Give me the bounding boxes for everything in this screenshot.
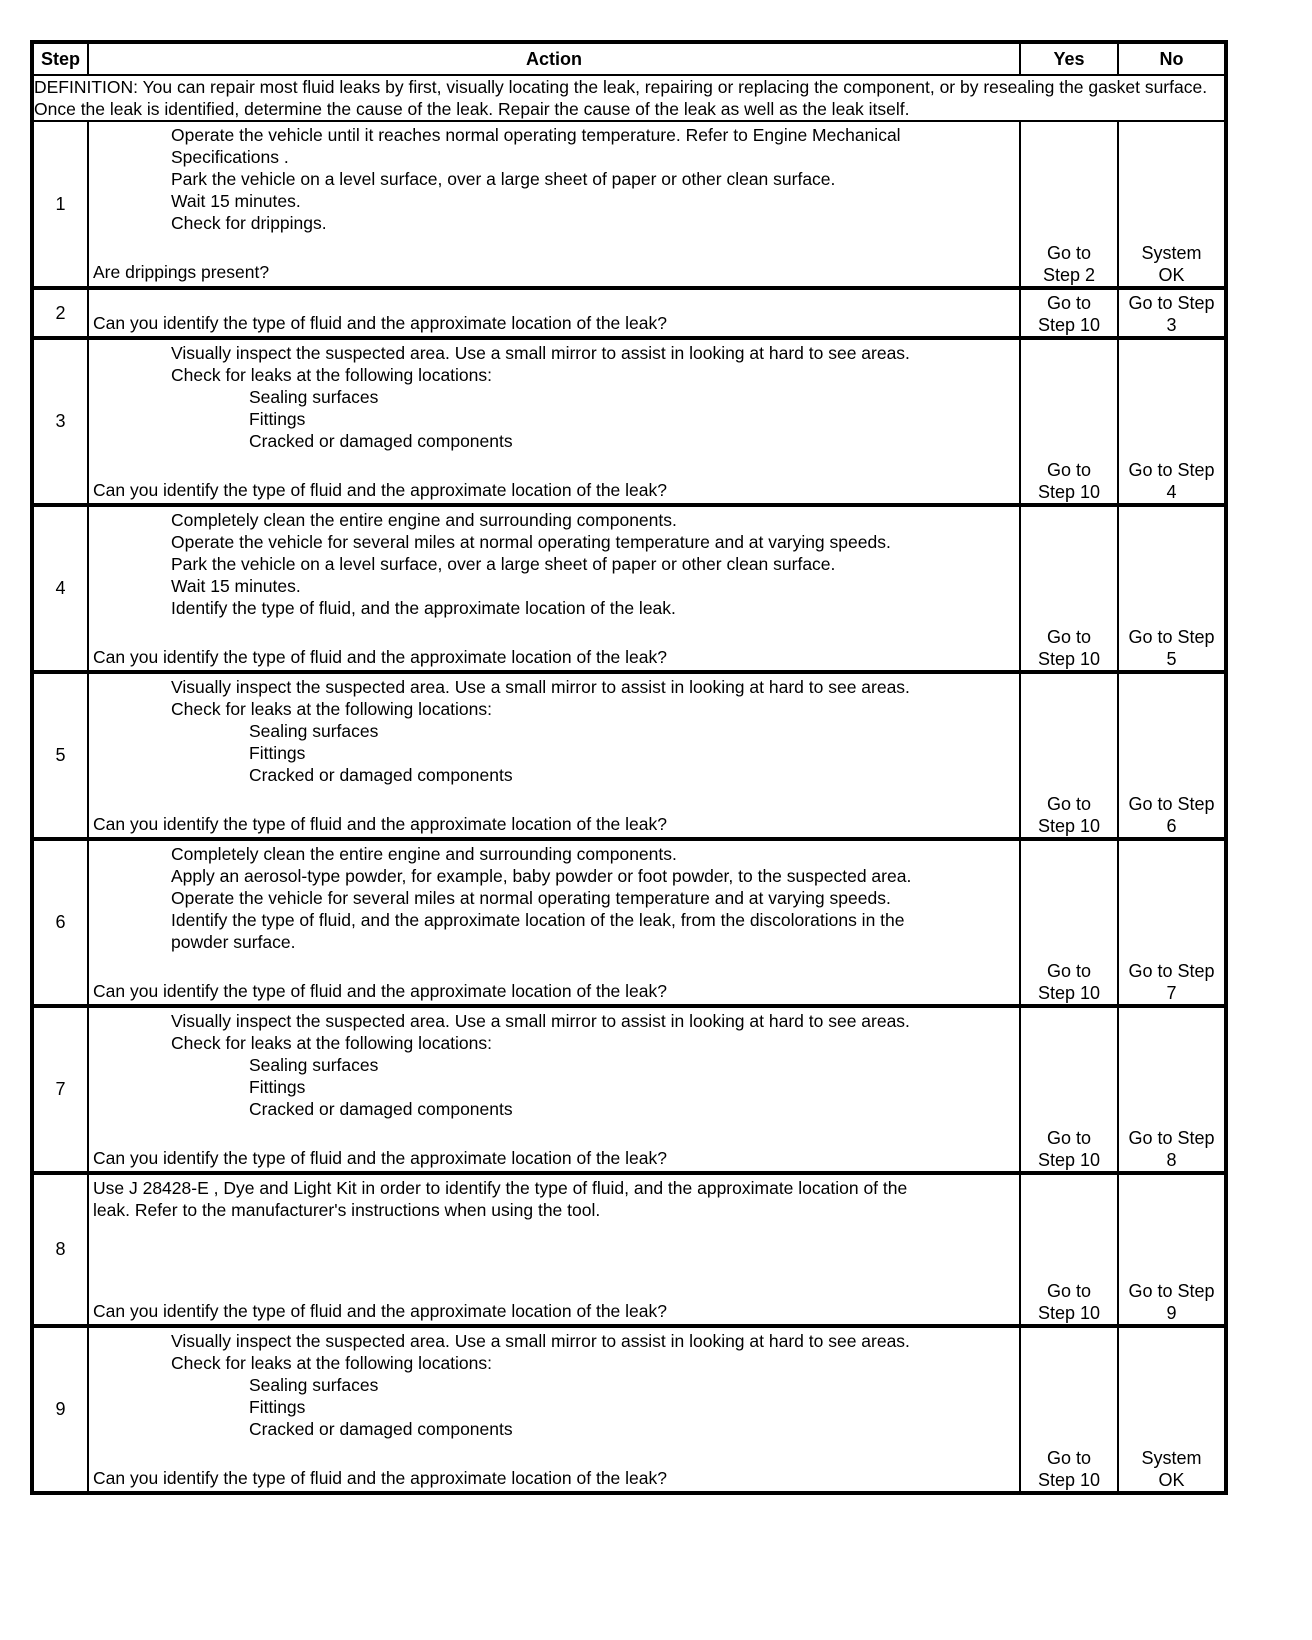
- action-content: [89, 507, 1019, 670]
- location-item: Sealing surfaces: [249, 387, 379, 407]
- step-question: Can you identify the type of fluid and the approximate location of the leak?: [93, 313, 667, 333]
- step-action: [88, 121, 1020, 288]
- step-number: 9: [32, 1326, 88, 1493]
- step-question: Can you identify the type of fluid and the approximate location of the leak?: [93, 647, 667, 667]
- action-line: Operate the vehicle for several miles at normal operating temperature and at varying speeds.: [171, 532, 891, 552]
- action-line: Check for leaks at the following locations:: [171, 1033, 492, 1053]
- step-row: [32, 1173, 1226, 1326]
- location-item: Sealing surfaces: [249, 721, 379, 741]
- action-line: Wait 15 minutes.: [171, 576, 301, 596]
- yes-line: Go to: [1046, 293, 1092, 313]
- action-line: Check for leaks at the following locations:: [171, 365, 492, 385]
- location-item: Cracked or damaged components: [249, 1419, 513, 1439]
- yes-result: [1020, 1326, 1118, 1493]
- no-line: Go to Step: [1128, 460, 1215, 480]
- step-action: [88, 839, 1020, 1006]
- yes-line: Step 10: [1037, 1303, 1101, 1323]
- yes-line: Go to: [1046, 794, 1092, 814]
- step-number: 1: [32, 121, 88, 288]
- action-content: [89, 340, 1019, 503]
- action-line: Park the vehicle on a level surface, over a large sheet of paper or other clean surface.: [171, 169, 836, 189]
- action-content: [89, 290, 1019, 336]
- yes-result: [1020, 1173, 1118, 1326]
- no-line: Go to Step: [1128, 1128, 1215, 1148]
- action-line: Park the vehicle on a level surface, over a large sheet of paper or other clean surface.: [171, 554, 836, 574]
- step-row: [32, 839, 1226, 1006]
- no-result: [1118, 505, 1226, 672]
- step-number: 2: [32, 288, 88, 338]
- action-line: Operate the vehicle for several miles at normal operating temperature and at varying speeds.: [171, 888, 891, 908]
- yes-result: [1020, 672, 1118, 839]
- yes-result: [1020, 1006, 1118, 1173]
- no-line: 6: [1166, 816, 1177, 836]
- header-no: No: [1118, 42, 1226, 75]
- step-row: [32, 338, 1226, 505]
- action-line: Identify the type of fluid, and the approximate location of the leak, from the discolorations in the: [171, 910, 905, 930]
- step-number: 6: [32, 839, 88, 1006]
- step-action: [88, 505, 1020, 672]
- header-action: Action: [88, 42, 1020, 75]
- location-item: Fittings: [249, 1397, 306, 1417]
- no-line: Go to Step: [1128, 293, 1215, 313]
- step-number: 3: [32, 338, 88, 505]
- no-result: [1118, 121, 1226, 288]
- no-line: 5: [1166, 649, 1177, 669]
- yes-line: Go to: [1046, 243, 1092, 263]
- no-result: [1118, 288, 1226, 338]
- action-line: Identify the type of fluid, and the approximate location of the leak.: [171, 598, 676, 618]
- yes-line: Go to: [1046, 460, 1092, 480]
- action-content: [89, 1328, 1019, 1491]
- location-item: Cracked or damaged components: [249, 431, 513, 451]
- action-line: Visually inspect the suspected area. Use a small mirror to assist in looking at hard to see areas.: [171, 1331, 910, 1351]
- action-content: [89, 1008, 1019, 1171]
- step-number: 4: [32, 505, 88, 672]
- action-instructions: [89, 674, 1019, 786]
- no-line: Go to Step: [1128, 961, 1215, 981]
- step-action: [88, 338, 1020, 505]
- yes-line: Step 10: [1037, 816, 1101, 836]
- action-line: Use J 28428-E , Dye and Light Kit in order to identify the type of fluid, and the approximate location of the: [93, 1178, 908, 1198]
- step-question: Can you identify the type of fluid and the approximate location of the leak?: [93, 480, 667, 500]
- yes-result: [1020, 338, 1118, 505]
- action-line: Operate the vehicle until it reaches normal operating temperature. Refer to Engine Mechanical: [171, 125, 901, 145]
- location-item: Cracked or damaged components: [249, 1099, 513, 1119]
- yes-line: Step 10: [1037, 983, 1101, 1003]
- step-row: [32, 288, 1226, 338]
- yes-line: Go to: [1046, 627, 1092, 647]
- no-line: 9: [1166, 1303, 1177, 1323]
- action-line: Check for drippings.: [171, 213, 327, 233]
- step-action: [88, 1326, 1020, 1493]
- action-line: powder surface.: [171, 932, 296, 952]
- step-action: [88, 1173, 1020, 1326]
- step-question: Can you identify the type of fluid and the approximate location of the leak?: [93, 981, 667, 1001]
- no-result: [1118, 338, 1226, 505]
- no-line: Go to Step: [1128, 1281, 1215, 1301]
- step-question: Can you identify the type of fluid and the approximate location of the leak?: [93, 814, 667, 834]
- action-line: Specifications .: [171, 147, 289, 167]
- definition-text: DEFINITION: You can repair most fluid leaks by first, visually locating the leak, repairing or replacing the component, or by resealing the gasket surface. Once the leak is identified, determine the cause of the leak. Repair the cause of the leak as well as the leak itself.: [32, 75, 1226, 121]
- no-result: [1118, 1173, 1226, 1326]
- location-item: Fittings: [249, 1077, 306, 1097]
- header-step: Step: [32, 42, 88, 75]
- yes-line: Step 10: [1037, 315, 1101, 335]
- action-line: Completely clean the entire engine and surrounding components.: [171, 510, 677, 530]
- no-result: [1118, 839, 1226, 1006]
- no-line: Go to Step: [1128, 627, 1215, 647]
- yes-line: Step 10: [1037, 482, 1101, 502]
- step-row: [32, 121, 1226, 288]
- action-line: Check for leaks at the following locations:: [171, 1353, 492, 1373]
- step-question: Are drippings present?: [93, 262, 270, 282]
- action-line: Visually inspect the suspected area. Use a small mirror to assist in looking at hard to see areas.: [171, 677, 910, 697]
- yes-line: Step 10: [1037, 1470, 1101, 1490]
- definition-row: [32, 75, 1226, 121]
- no-line: OK: [1158, 265, 1185, 285]
- step-row: [32, 1006, 1226, 1173]
- action-line: Check for leaks at the following locations:: [171, 699, 492, 719]
- location-item: Fittings: [249, 409, 306, 429]
- no-line: OK: [1158, 1470, 1185, 1490]
- step-action: [88, 672, 1020, 839]
- header-row: [32, 42, 1226, 75]
- no-line: 3: [1166, 315, 1177, 335]
- location-item: Sealing surfaces: [249, 1055, 379, 1075]
- yes-line: Step 10: [1037, 1150, 1101, 1170]
- action-line: Completely clean the entire engine and surrounding components.: [171, 844, 677, 864]
- yes-line: Step 10: [1037, 649, 1101, 669]
- action-instructions: [89, 1008, 1019, 1120]
- action-instructions: [89, 1328, 1019, 1440]
- no-line: 7: [1166, 983, 1177, 1003]
- action-instructions: [89, 1175, 1019, 1221]
- action-instructions: [89, 340, 1019, 452]
- no-line: Go to Step: [1128, 794, 1215, 814]
- step-action: [88, 288, 1020, 338]
- no-line: System: [1141, 1448, 1202, 1468]
- step-row: [32, 672, 1226, 839]
- no-line: 8: [1166, 1150, 1177, 1170]
- location-item: Sealing surfaces: [249, 1375, 379, 1395]
- action-line: Apply an aerosol-type powder, for example, baby powder or foot powder, to the suspected area.: [171, 866, 912, 886]
- step-number: 7: [32, 1006, 88, 1173]
- yes-result: [1020, 121, 1118, 288]
- header-yes: Yes: [1020, 42, 1118, 75]
- yes-result: [1020, 505, 1118, 672]
- step-number: 8: [32, 1173, 88, 1326]
- step-action: [88, 1006, 1020, 1173]
- step-row: [32, 1326, 1226, 1493]
- yes-line: Go to: [1046, 961, 1092, 981]
- step-row: [32, 505, 1226, 672]
- action-line: Visually inspect the suspected area. Use a small mirror to assist in looking at hard to see areas.: [171, 1011, 910, 1031]
- yes-line: Go to: [1046, 1128, 1092, 1148]
- action-instructions: [89, 507, 1019, 619]
- yes-line: Go to: [1046, 1448, 1092, 1468]
- no-line: System: [1141, 243, 1202, 263]
- step-question: Can you identify the type of fluid and the approximate location of the leak?: [93, 1301, 667, 1321]
- no-result: [1118, 1006, 1226, 1173]
- action-line: Wait 15 minutes.: [171, 191, 301, 211]
- step-number: 5: [32, 672, 88, 839]
- action-content: [89, 674, 1019, 837]
- location-item: Cracked or damaged components: [249, 765, 513, 785]
- action-line: Visually inspect the suspected area. Use a small mirror to assist in looking at hard to see areas.: [171, 343, 910, 363]
- action-content: [89, 1175, 1019, 1324]
- action-content: [89, 122, 1019, 285]
- no-result: [1118, 1326, 1226, 1493]
- no-line: 4: [1166, 482, 1177, 502]
- action-instructions: [89, 841, 1019, 953]
- action-content: [89, 841, 1019, 1004]
- yes-line: Go to: [1046, 1281, 1092, 1301]
- diagnostic-table: [30, 40, 1228, 1495]
- step-question: Can you identify the type of fluid and the approximate location of the leak?: [93, 1148, 667, 1168]
- yes-result: [1020, 288, 1118, 338]
- action-line: leak. Refer to the manufacturer's instructions when using the tool.: [93, 1200, 601, 1220]
- step-question: Can you identify the type of fluid and the approximate location of the leak?: [93, 1468, 667, 1488]
- no-result: [1118, 672, 1226, 839]
- location-item: Fittings: [249, 743, 306, 763]
- yes-result: [1020, 839, 1118, 1006]
- yes-line: Step 2: [1042, 265, 1096, 285]
- action-instructions: [89, 122, 1019, 234]
